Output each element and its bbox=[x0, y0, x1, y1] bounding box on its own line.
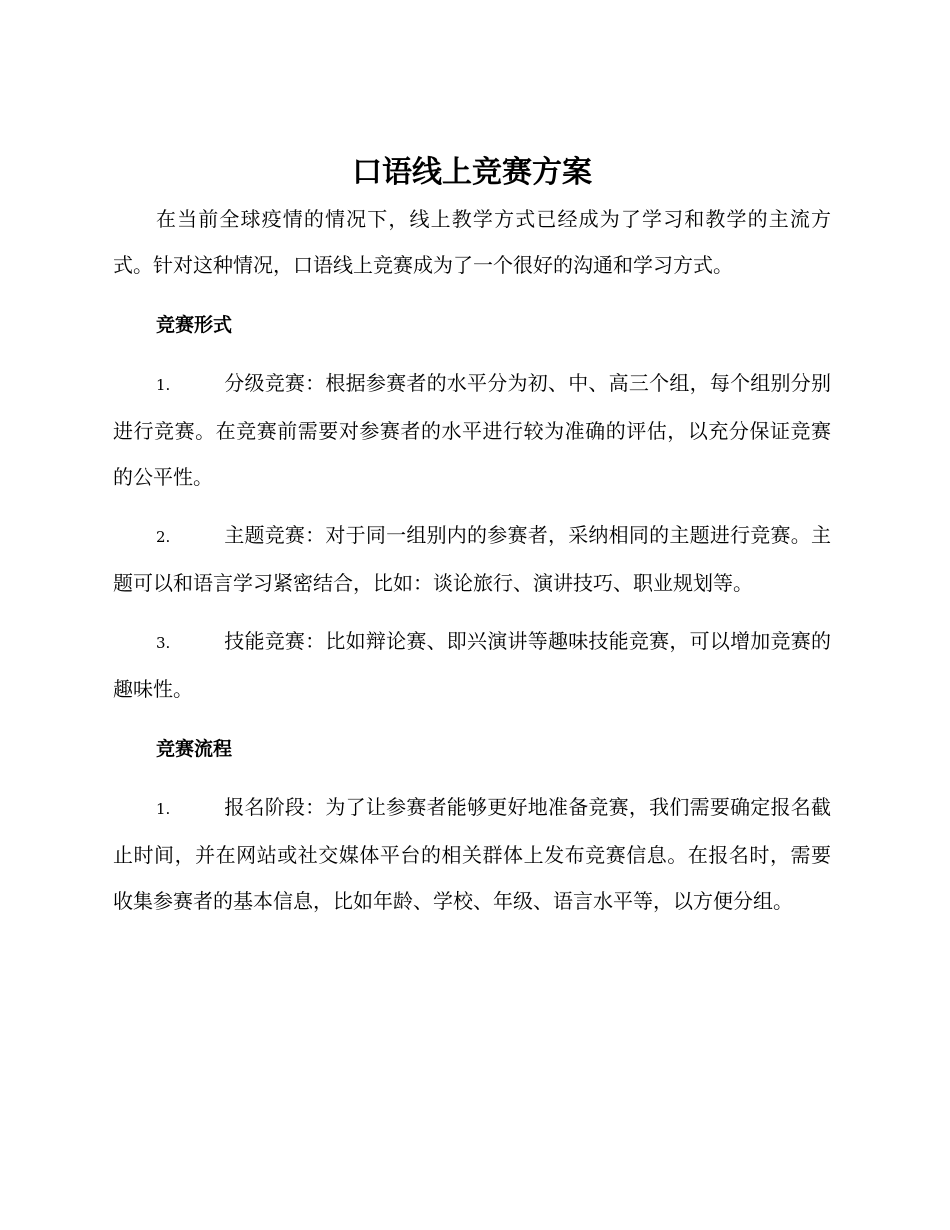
list-item-number: 3. bbox=[156, 634, 171, 652]
list-item bbox=[113, 618, 831, 712]
list-item bbox=[113, 512, 831, 606]
list-item bbox=[113, 360, 831, 500]
list-item-number: 1. bbox=[156, 800, 171, 818]
list-item-text: 分级竞赛：根据参赛者的水平分为初、中、高三个组，每个组别分别进行竞赛。在竞赛前需要对参赛者的水平进行较为准确的评估，以充分保证竞赛的公平性。 bbox=[113, 371, 831, 489]
intro-paragraph: 在当前全球疫情的情况下，线上教学方式已经成为了学习和教学的主流方式。针对这种情况，口语线上竞赛成为了一个很好的沟通和学习方式。 bbox=[113, 207, 831, 277]
section-heading-format: 竞赛形式 bbox=[156, 314, 233, 336]
list-item-number: 1. bbox=[156, 376, 171, 394]
section-heading-process: 竞赛流程 bbox=[156, 738, 233, 760]
list-item-text: 主题竞赛：对于同一组别内的参赛者，采纳相同的主题进行竞赛。主题可以和语言学习紧密结合，比如：谈论旅行、演讲技巧、职业规划等。 bbox=[113, 523, 831, 595]
list-item-text: 技能竞赛：比如辩论赛、即兴演讲等趣味技能竞赛，可以增加竞赛的趣味性。 bbox=[113, 629, 831, 701]
document-title: 口语线上竞赛方案 bbox=[352, 155, 592, 190]
list-item bbox=[113, 784, 831, 924]
document-page bbox=[113, 150, 831, 936]
list-item-text: 报名阶段：为了让参赛者能够更好地准备竞赛，我们需要确定报名截止时间，并在网站或社交媒体平台的相关群体上发布竞赛信息。在报名时，需要收集参赛者的基本信息，比如年龄、学校、年级、语言水平等，以方便分组。 bbox=[113, 795, 831, 913]
list-item-number: 2. bbox=[156, 528, 171, 546]
